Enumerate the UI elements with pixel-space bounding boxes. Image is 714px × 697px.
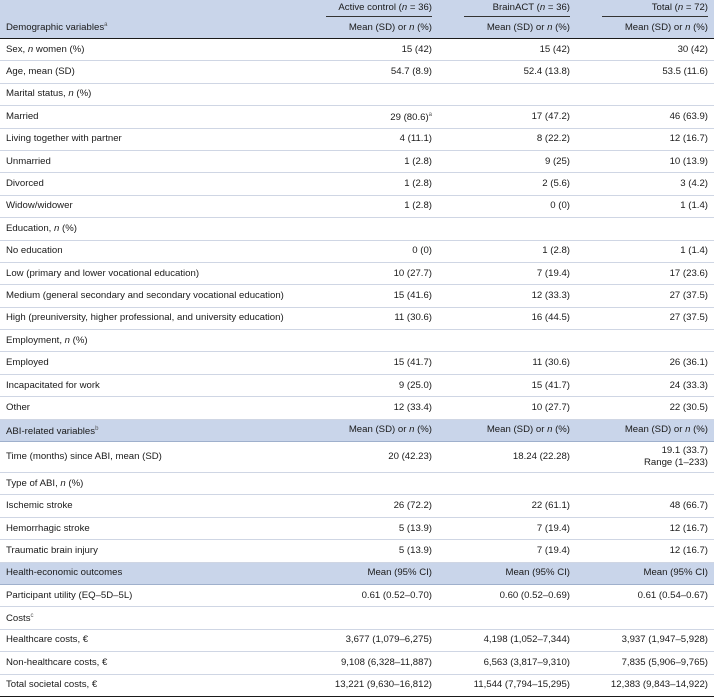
row-label xyxy=(0,352,300,374)
table-row xyxy=(0,495,714,517)
header-group-cell xyxy=(576,0,714,18)
table-row xyxy=(0,240,714,262)
value-text: 1 (1.4) xyxy=(680,200,708,212)
value-cell xyxy=(438,517,576,539)
row-label-text: Education, n (%) xyxy=(6,222,77,234)
value-cell xyxy=(576,540,714,562)
row-label-text: High (preuniversity, higher professional, and university education) xyxy=(6,312,284,324)
table-row xyxy=(0,61,714,83)
value-cell xyxy=(576,285,714,307)
section-label-text: Health-economic outcomes xyxy=(6,567,123,579)
header-group-label xyxy=(464,2,570,17)
value-text: 12 (16.7) xyxy=(669,133,708,145)
value-cell xyxy=(300,61,438,83)
value-text: 26 (36.1) xyxy=(669,357,708,369)
table-row xyxy=(0,106,714,128)
header-sub-label: Mean (SD) or n (%) xyxy=(576,18,714,39)
row-label xyxy=(0,374,300,396)
header-sub-label: Mean (SD) or n (%) xyxy=(300,18,438,39)
row-label-text: Ischemic stroke xyxy=(6,500,73,512)
table-row xyxy=(0,584,714,606)
value-cell xyxy=(438,442,576,473)
value-cell xyxy=(438,262,576,284)
row-label xyxy=(0,442,300,473)
row-label xyxy=(0,584,300,606)
table-row xyxy=(0,540,714,562)
category-row xyxy=(0,218,714,240)
row-label xyxy=(0,128,300,150)
table-row xyxy=(0,674,714,696)
row-label xyxy=(0,307,300,329)
value-cell xyxy=(300,218,438,240)
value-cell xyxy=(576,397,714,419)
value-cell xyxy=(438,195,576,217)
table-row xyxy=(0,173,714,195)
value-cell xyxy=(576,150,714,172)
value-text: 9 (25) xyxy=(544,155,570,167)
header-group-n: n xyxy=(539,1,546,13)
value-text: 1 (1.4) xyxy=(680,245,708,257)
value-cell xyxy=(576,495,714,517)
value-text: 15 (42) xyxy=(539,43,570,55)
header-demographic-label: Demographic variables xyxy=(6,22,105,33)
row-label xyxy=(0,330,300,352)
value-cell xyxy=(576,330,714,352)
value-text: 12 (16.7) xyxy=(669,544,708,556)
value-cell xyxy=(438,285,576,307)
value-text: 0 (0) xyxy=(412,245,432,257)
table-row xyxy=(0,652,714,674)
value-text: 53.5 (11.6) xyxy=(662,66,708,78)
value-text: 30 (42) xyxy=(677,43,708,55)
value-cell xyxy=(438,106,576,128)
value-text: 1 (2.8) xyxy=(404,178,432,190)
row-label xyxy=(0,540,300,562)
footnote-marker: a xyxy=(104,21,108,28)
value-text: 0.61 (0.52–0.70) xyxy=(361,589,432,601)
value-text: 3 (4.2) xyxy=(680,178,708,190)
value-text: 11,544 (7,794–15,295) xyxy=(473,679,570,691)
value-cell xyxy=(438,307,576,329)
value-cell xyxy=(438,629,576,651)
value-text: 7 (19.4) xyxy=(536,522,570,534)
row-label-text: Low (primary and lower vocational education) xyxy=(6,267,200,279)
value-cell xyxy=(576,173,714,195)
value-cell xyxy=(300,285,438,307)
value-text: 2 (5.6) xyxy=(542,178,570,190)
header-group-label xyxy=(602,2,708,17)
section-col-label: Mean (SD) or n (%) xyxy=(438,419,576,441)
value-text: 10 (27.7) xyxy=(531,401,570,413)
value-cell xyxy=(300,517,438,539)
value-cell xyxy=(576,629,714,651)
row-label-text: Unmarried xyxy=(6,155,51,167)
value-cell xyxy=(438,674,576,696)
value-cell xyxy=(300,540,438,562)
row-label xyxy=(0,473,300,495)
header-group-name: BrainACT ( xyxy=(492,1,540,13)
value-text: 12,383 (9,843–14,922) xyxy=(610,679,708,691)
value-text: 17 (23.6) xyxy=(669,267,708,279)
row-label xyxy=(0,397,300,419)
value-cell xyxy=(576,128,714,150)
value-text: 15 (41.6) xyxy=(393,289,432,301)
row-label-text: Employed xyxy=(6,357,49,369)
row-label-text: Hemorrhagic stroke xyxy=(6,522,90,534)
value-text: 9,108 (6,328–11,887) xyxy=(340,656,432,668)
section-col-label: Mean (95% CI) xyxy=(438,562,576,584)
value-text: 1 (2.8) xyxy=(404,155,432,167)
table-row xyxy=(0,397,714,419)
value-cell xyxy=(438,652,576,674)
row-label-text: Time (months) since ABI, mean (SD) xyxy=(6,451,162,463)
value-cell xyxy=(300,473,438,495)
row-label-text: Participant utility (EQ–5D–5L) xyxy=(6,589,133,601)
value-cell xyxy=(576,61,714,83)
value-text: 0.60 (0.52–0.69) xyxy=(499,589,570,601)
value-text: 1 (2.8) xyxy=(542,245,570,257)
value-cell xyxy=(576,607,714,629)
value-text: 5 (13.9) xyxy=(398,544,432,556)
value-cell xyxy=(438,374,576,396)
value-cell xyxy=(300,240,438,262)
value-cell xyxy=(300,442,438,473)
value-cell xyxy=(438,83,576,105)
footnote-marker: c xyxy=(30,613,34,620)
section-col-label: Mean (95% CI) xyxy=(300,562,438,584)
value-cell xyxy=(438,240,576,262)
value-cell xyxy=(300,262,438,284)
value-text: 11 (30.6) xyxy=(532,357,570,369)
value-text: 22 (30.5) xyxy=(669,401,708,413)
header-demographic-cell xyxy=(0,0,300,39)
table-row xyxy=(0,195,714,217)
value-cell xyxy=(300,674,438,696)
table-row xyxy=(0,307,714,329)
row-label-text: Healthcare costs, € xyxy=(6,634,89,646)
row-label-text: Incapacitated for work xyxy=(6,379,100,391)
value-cell xyxy=(438,397,576,419)
value-cell xyxy=(300,307,438,329)
category-row xyxy=(0,473,714,495)
row-label-text: Other xyxy=(6,401,30,413)
value-cell xyxy=(576,352,714,374)
row-label xyxy=(0,607,300,629)
value-cell xyxy=(438,352,576,374)
category-row xyxy=(0,330,714,352)
value-text: 17 (47.2) xyxy=(531,110,570,122)
value-text: 29 (80.6) xyxy=(390,112,429,124)
value-text: 24 (33.3) xyxy=(669,379,708,391)
row-label-text: Non-healthcare costs, € xyxy=(6,656,108,668)
range-text: Range (1–233) xyxy=(643,457,708,469)
value-cell xyxy=(300,150,438,172)
value-cell xyxy=(300,584,438,606)
value-cell xyxy=(300,629,438,651)
value-cell xyxy=(576,218,714,240)
section-header-row xyxy=(0,419,714,441)
value-text: 12 (33.4) xyxy=(393,401,432,413)
header-group-name: Active control ( xyxy=(338,1,402,13)
row-label xyxy=(0,262,300,284)
header-group-count: = 36) xyxy=(407,1,432,13)
value-cell xyxy=(300,397,438,419)
value-cell xyxy=(576,442,714,473)
value-cell xyxy=(300,195,438,217)
table-row xyxy=(0,150,714,172)
value-text: 54.7 (8.9) xyxy=(390,66,432,78)
table-row xyxy=(0,39,714,61)
value-cell xyxy=(438,173,576,195)
value-cell xyxy=(438,61,576,83)
section-col-label: Mean (95% CI) xyxy=(576,562,714,584)
value-text: 13,221 (9,630–16,812) xyxy=(334,679,432,691)
row-label-text: Medium (general secondary and secondary vocational education) xyxy=(6,289,284,301)
value-text: 7,835 (5,906–9,765) xyxy=(621,656,708,668)
value-text: 12 (16.7) xyxy=(669,522,708,534)
value-cell xyxy=(300,607,438,629)
section-header-row xyxy=(0,562,714,584)
value-text: 48 (66.7) xyxy=(669,500,708,512)
row-label-text: Age, mean (SD) xyxy=(6,66,75,78)
table-row xyxy=(0,374,714,396)
header-group-name: Total ( xyxy=(651,1,678,13)
value-cell xyxy=(300,39,438,61)
value-cell xyxy=(576,473,714,495)
table-row xyxy=(0,285,714,307)
section-col-label: Mean (SD) or n (%) xyxy=(576,419,714,441)
row-label-text: Living together with partner xyxy=(6,133,122,145)
table-row xyxy=(0,262,714,284)
row-label-text: Costs xyxy=(6,613,31,625)
section-label-text: ABI-related variables xyxy=(6,425,96,437)
value-cell xyxy=(438,218,576,240)
row-label xyxy=(0,218,300,240)
value-cell xyxy=(576,674,714,696)
header-group-n: n xyxy=(401,1,408,13)
value-cell xyxy=(300,106,438,128)
section-label xyxy=(0,562,300,584)
value-text: 20 (42.23) xyxy=(388,451,432,463)
row-label xyxy=(0,495,300,517)
value-text: 7 (19.4) xyxy=(536,267,570,279)
row-label xyxy=(0,652,300,674)
row-label-text: Widow/widower xyxy=(6,200,73,212)
value-cell xyxy=(438,495,576,517)
row-label-text: Total societal costs, € xyxy=(6,679,98,691)
value-text: 11 (30.6) xyxy=(394,312,432,324)
row-label xyxy=(0,674,300,696)
value-text: 6,563 (3,817–9,310) xyxy=(483,656,570,668)
value-text: 0.61 (0.54–0.67) xyxy=(637,589,708,601)
header-group-cell xyxy=(438,0,576,18)
footnote-marker: a xyxy=(428,112,432,119)
value-text: 19.1 (33.7) xyxy=(661,445,708,457)
row-label-text: Type of ABI, n (%) xyxy=(6,477,84,489)
value-cell xyxy=(438,39,576,61)
header-group-count: = 36) xyxy=(545,1,570,13)
value-text: 0 (0) xyxy=(550,200,570,212)
value-cell xyxy=(300,352,438,374)
value-cell xyxy=(576,83,714,105)
value-cell xyxy=(300,495,438,517)
value-text: 27 (37.5) xyxy=(669,312,708,324)
row-label-text: Married xyxy=(6,110,39,122)
row-label xyxy=(0,83,300,105)
value-text: 52.4 (13.8) xyxy=(523,66,570,78)
row-label xyxy=(0,173,300,195)
value-cell xyxy=(438,150,576,172)
header-group-row xyxy=(0,0,714,18)
value-text: 16 (44.5) xyxy=(531,312,570,324)
value-text: 15 (42) xyxy=(401,43,432,55)
value-cell xyxy=(438,607,576,629)
value-cell xyxy=(438,128,576,150)
value-cell xyxy=(576,652,714,674)
row-label xyxy=(0,629,300,651)
row-label xyxy=(0,39,300,61)
row-label-text: No education xyxy=(6,245,63,257)
value-text: 18.24 (22.28) xyxy=(512,451,570,463)
value-cell xyxy=(300,173,438,195)
value-text: 22 (61.1) xyxy=(531,500,570,512)
value-cell xyxy=(438,584,576,606)
value-text: 46 (63.9) xyxy=(669,110,708,122)
section-col-label: Mean (SD) or n (%) xyxy=(300,419,438,441)
row-label xyxy=(0,106,300,128)
value-cell xyxy=(300,374,438,396)
row-label xyxy=(0,61,300,83)
row-label-text: Traumatic brain injury xyxy=(6,544,98,556)
value-text: 4,198 (1,052–7,344) xyxy=(483,634,570,646)
value-cell xyxy=(300,83,438,105)
row-label-text: Employment, n (%) xyxy=(6,334,88,346)
row-label xyxy=(0,517,300,539)
value-text: 5 (13.9) xyxy=(398,522,432,534)
value-text: 15 (41.7) xyxy=(531,379,570,391)
value-cell xyxy=(438,473,576,495)
row-label xyxy=(0,150,300,172)
value-cell xyxy=(576,195,714,217)
header-sub-label: Mean (SD) or n (%) xyxy=(438,18,576,39)
row-label xyxy=(0,240,300,262)
value-text: 8 (22.2) xyxy=(536,133,570,145)
value-text: 10 (27.7) xyxy=(393,267,432,279)
value-cell xyxy=(300,128,438,150)
header-group-cell xyxy=(300,0,438,18)
row-label-text: Divorced xyxy=(6,178,44,190)
value-cell xyxy=(300,652,438,674)
value-text: 12 (33.3) xyxy=(531,289,570,301)
value-cell xyxy=(576,106,714,128)
footnote-marker: b xyxy=(95,425,99,432)
section-label xyxy=(0,419,300,441)
value-text: 27 (37.5) xyxy=(669,289,708,301)
value-cell xyxy=(576,584,714,606)
value-cell xyxy=(576,39,714,61)
table-row xyxy=(0,629,714,651)
value-text: 7 (19.4) xyxy=(536,544,570,556)
row-label xyxy=(0,195,300,217)
row-label-text: Marital status, n (%) xyxy=(6,88,92,100)
value-cell xyxy=(300,330,438,352)
value-text: 3,937 (1,947–5,928) xyxy=(621,634,708,646)
category-row xyxy=(0,83,714,105)
table-row xyxy=(0,517,714,539)
value-cell xyxy=(576,262,714,284)
category-row xyxy=(0,607,714,629)
value-cell xyxy=(576,374,714,396)
value-cell xyxy=(438,540,576,562)
row-label xyxy=(0,285,300,307)
header-group-n: n xyxy=(677,1,684,13)
value-text: 4 (11.1) xyxy=(399,133,432,145)
value-text: 9 (25.0) xyxy=(398,379,432,391)
value-cell xyxy=(576,240,714,262)
value-cell xyxy=(576,517,714,539)
table-row xyxy=(0,352,714,374)
value-cell xyxy=(576,307,714,329)
header-group-label xyxy=(326,2,432,17)
value-text: 15 (41.7) xyxy=(393,357,432,369)
value-cell xyxy=(438,330,576,352)
table-row xyxy=(0,128,714,150)
table-row xyxy=(0,442,714,473)
value-text: 3,677 (1,079–6,275) xyxy=(345,634,432,646)
row-label-text: Sex, n women (%) xyxy=(6,43,85,55)
value-text: 1 (2.8) xyxy=(404,200,432,212)
value-text: 10 (13.9) xyxy=(669,155,708,167)
header-group-count: = 72) xyxy=(683,1,708,13)
value-text: 26 (72.2) xyxy=(393,500,432,512)
